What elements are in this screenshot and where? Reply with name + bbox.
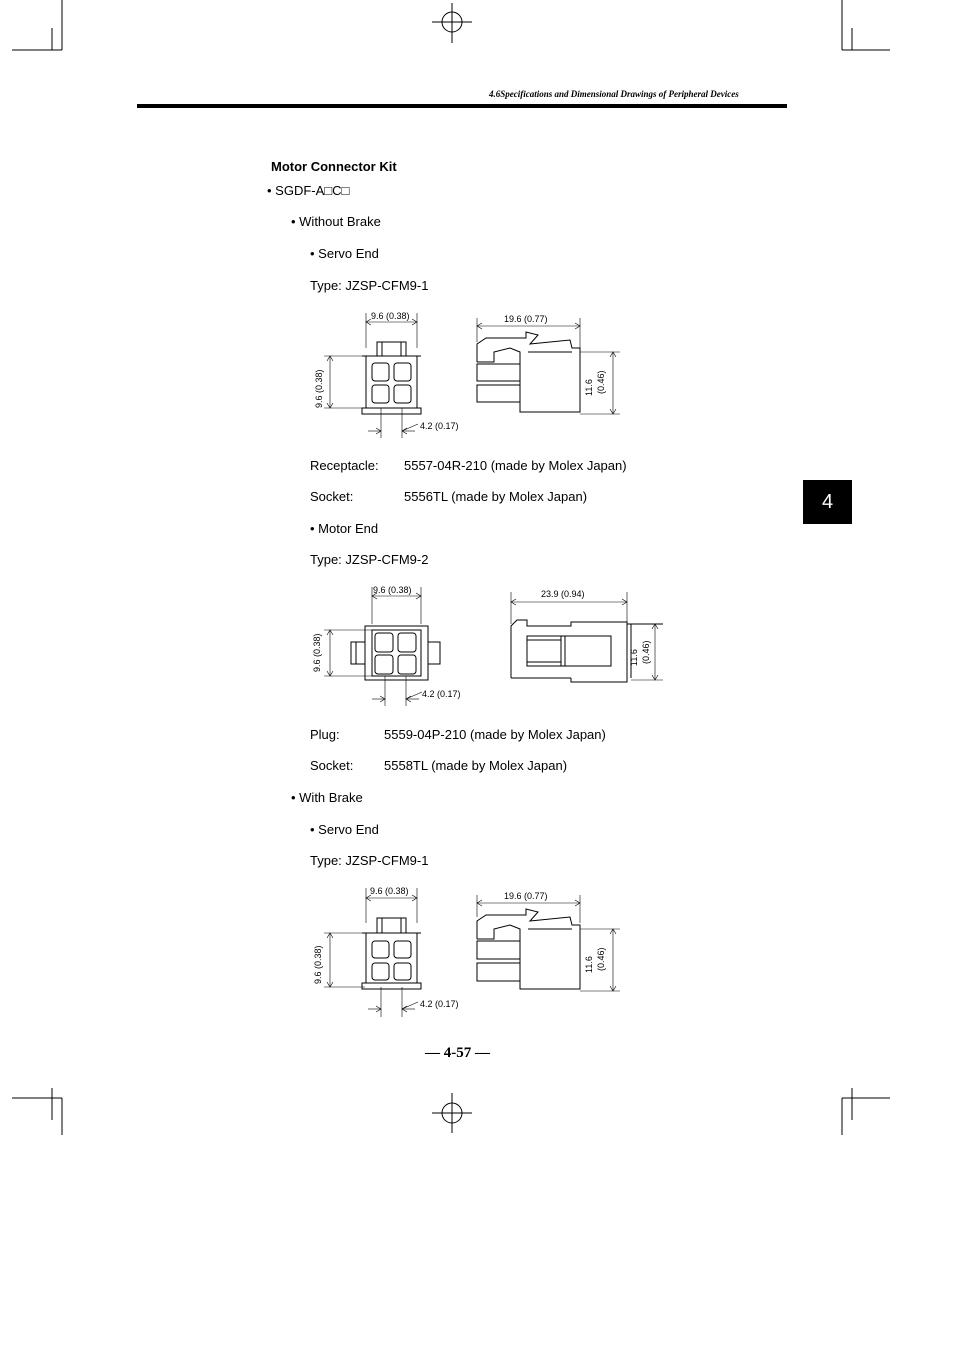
dim-pitch: 4.2 (0.17) (420, 421, 459, 431)
dim-pitch: 4.2 (0.17) (420, 999, 459, 1009)
dim-pitch: 4.2 (0.17) (422, 689, 461, 699)
servo-end-label: • Servo End (310, 246, 379, 261)
dim-front-width: 9.6 (0.38) (371, 311, 410, 321)
dim-side-height-1: 11.6 (584, 956, 594, 973)
section-title: Motor Connector Kit (271, 159, 397, 174)
without-brake-label: • Without Brake (291, 214, 381, 229)
dim-front-height: 9.6 (0.38) (312, 633, 322, 672)
chapter-tab: 4 (803, 480, 852, 524)
dim-side-length: 19.6 (0.77) (504, 891, 548, 901)
dim-front-height: 9.6 (0.38) (313, 945, 323, 984)
motor-end-type: Type: JZSP-CFM9-2 (310, 552, 429, 567)
dim-side-height-2: (0.46) (596, 370, 606, 394)
running-header: 4.6Specifications and Dimensional Drawings of Peripheral Devices (489, 89, 739, 99)
servo-end-type: Type: JZSP-CFM9-1 (310, 853, 429, 868)
brake-servo-end-side-drawing (470, 883, 630, 998)
part-plug-name: Plug: (310, 727, 340, 742)
with-brake-label: • With Brake (291, 790, 363, 805)
page-number: — 4-57 — (425, 1045, 490, 1061)
dim-side-length: 19.6 (0.77) (504, 314, 548, 324)
dim-front-width: 9.6 (0.38) (373, 585, 412, 595)
motor-end-label: • Motor End (310, 521, 379, 536)
part-socket-name: Socket: (310, 758, 354, 773)
part-receptacle-name: Receptacle: (310, 458, 379, 473)
dim-side-length: 23.9 (0.94) (541, 589, 585, 599)
part-plug-value: 5559-04P-210 (made by Molex Japan) (384, 727, 606, 742)
brake-servo-end-front-drawing (310, 883, 480, 1018)
part-socket-name: Socket: (310, 489, 354, 504)
dim-side-height-1: 11.6 (629, 649, 639, 666)
servo-end-front-drawing (310, 308, 480, 438)
motor-end-side-drawing (505, 582, 670, 692)
model-label: • SGDF-A□C□ (267, 183, 350, 198)
servo-end-type: Type: JZSP-CFM9-1 (310, 278, 429, 293)
motor-end-front-drawing (310, 582, 480, 708)
servo-end-label: • Servo End (310, 822, 379, 837)
part-socket-value: 5558TL (made by Molex Japan) (384, 758, 568, 773)
part-receptacle-value: 5557-04R-210 (made by Molex Japan) (404, 458, 627, 473)
dim-side-height-1: 11.6 (584, 379, 594, 396)
header-rule (137, 104, 787, 108)
dim-side-height-2: (0.46) (596, 947, 606, 971)
dim-front-height: 9.6 (0.38) (314, 369, 324, 408)
dim-front-width: 9.6 (0.38) (370, 886, 409, 896)
part-socket-value: 5556TL (made by Molex Japan) (404, 489, 588, 504)
servo-end-side-drawing (470, 308, 630, 418)
dim-side-height-2: (0.46) (641, 640, 651, 664)
